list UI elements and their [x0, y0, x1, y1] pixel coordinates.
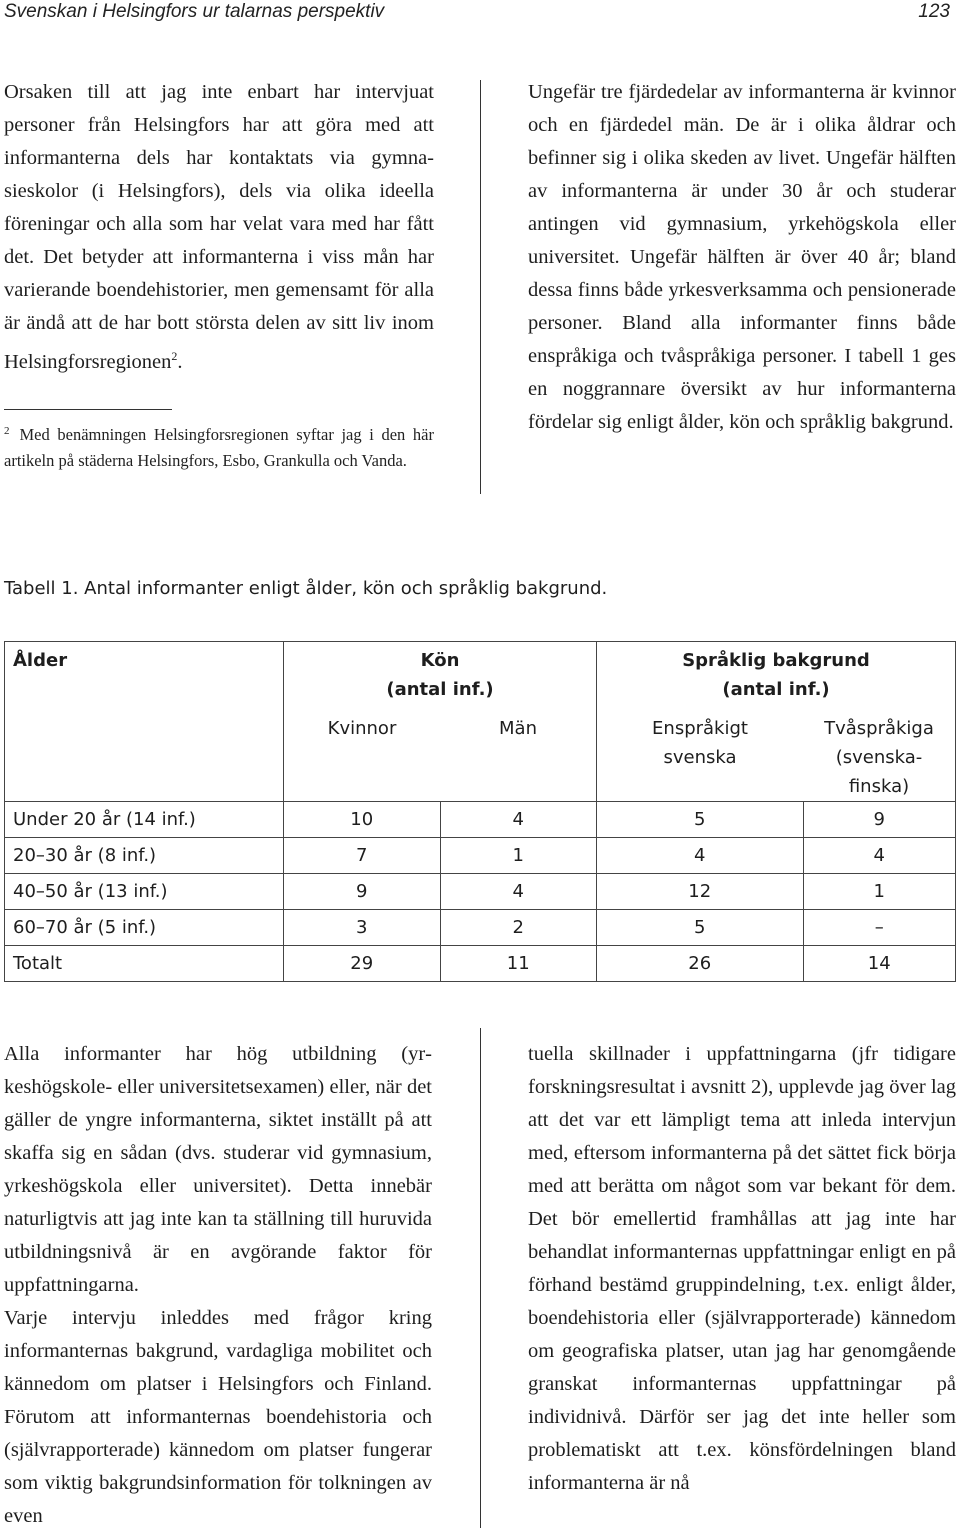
- header-age: Ålder: [5, 642, 284, 713]
- cell-women: 29: [284, 946, 441, 982]
- running-head-title: Svenskan i Helsingfors ur talarnas perspektiv: [4, 1, 385, 22]
- header-women: Kvinnor: [284, 712, 441, 802]
- cell-age: 40–50 år (13 inf.): [5, 874, 284, 910]
- header-gender-label: Kön: [420, 650, 460, 671]
- cell-age: Under 20 år (14 inf.): [5, 802, 284, 838]
- header-language-unit: (antal inf.): [722, 679, 830, 700]
- header-gender: [284, 642, 597, 713]
- cell-men: 1: [440, 838, 597, 874]
- top-left-column: [4, 76, 434, 379]
- cell-bilingual: 9: [803, 802, 956, 838]
- paragraph-end: .: [177, 351, 183, 373]
- table-header-row: [5, 642, 956, 713]
- table-caption: Tabell 1. Antal informanter enligt ålder, kön och språklig bakgrund.: [4, 578, 608, 599]
- header-language: [597, 642, 956, 713]
- footnote-rule: [4, 409, 172, 410]
- bottom-right-column: [528, 1038, 956, 1500]
- header-bilingual: Tvåspråkiga (svenska-finska): [803, 712, 956, 802]
- cell-women: 9: [284, 874, 441, 910]
- cell-monolingual: 5: [597, 910, 804, 946]
- column-divider: [480, 1028, 481, 1528]
- paragraph: Varje intervju inleddes med frågor kring informanternas bakgrund, vardagliga mobilitet och kännedom om platser i Helsingfors och Finland. Förutom att informanternas boendehistoria och (självrapporterade) kännedom om platser fungerar som viktig bakgrundsinformation för tolkningen av even: [4, 1307, 432, 1527]
- cell-women: 10: [284, 802, 441, 838]
- paragraph-text: Orsaken till att jag inte enbart har intervjuat personer från Helsingfors har att göra med att informanterna dels har kontaktats via gymnasieskolor (i Helsingfors), dels via olika ideella föreningar och alla som har velat vara med har fått det. Det betyder att informanterna i viss mån har varierande boendehistorier, men gemensamt för alla är ändå att de har bott största delen av sitt liv inom Helsingforsregionen: [4, 81, 434, 373]
- column-divider: [480, 80, 481, 494]
- table-row: [5, 838, 956, 874]
- informant-table: [4, 641, 956, 982]
- cell-age: Totalt: [5, 946, 284, 982]
- cell-monolingual: 12: [597, 874, 804, 910]
- bottom-left-column: [4, 1038, 432, 1533]
- paragraph: Alla informanter har hög utbildning (yrkeshögskole- eller universitetsexamen) eller, när det gäller de yngre informanterna, siktet inställt på att skaffa sig en sådan (dvs. studerar vid gymnasium, yrkeshögskola eller universitet). Detta innebär naturligtvis att jag inte kan ta ställning till huruvida utbildningsnivå är en avgörande faktor för uppfattningarna.: [4, 1043, 432, 1296]
- paragraph: tuella skillnader i uppfattningarna (jfr tidigare forskningsresultat i avsnitt 2), upplevde jag över lag att det var ett lämpligt tema att inleda intervjun med, eftersom informanterna på det sättet fick börja med att berätta om något som var bekant för dem. Det bör emellertid framhållas att jag inte har behandlat informanternas uppfattningar enligt en på förhand bestämd gruppindelning, t.ex. enligt ålder, boendehistoria eller (självrapporterade) kännedom om geografiska platser, utan jag har genomgående granskat informanternas uppfattningar på individnivå. Därför ser jag det inte heller som problematiskt att t.ex. könsfördelningen bland informanterna är nå: [528, 1043, 956, 1494]
- footnote-reference[interactable]: 2: [171, 349, 178, 363]
- cell-women: 7: [284, 838, 441, 874]
- cell-bilingual: 4: [803, 838, 956, 874]
- top-right-column: [528, 76, 956, 439]
- header-monolingual: Enspråkigt svenska: [597, 712, 804, 802]
- cell-monolingual: 4: [597, 838, 804, 874]
- paragraph: Ungefär tre fjärdedelar av informanterna är kvinnor och en fjärdedel män. De är i olika åldrar och befinner sig i olika skeden av livet. Ungefär hälften av informanterna är under 30 år och studerar antingen vid gymnasium, yrkehögskola eller universitet. Ungefär hälften är över 40 år; bland dessa finns både yrkesverksamma och pensionerade personer. Bland alla informanter finns både enspråkiga och tvåspråkiga personer. I tabell 1 ges en noggrannare översikt av hur informanterna fördelar sig enligt ålder, kön och språklig bakgrund.: [528, 81, 956, 433]
- cell-age: 60–70 år (5 inf.): [5, 910, 284, 946]
- header-men: Män: [440, 712, 597, 802]
- header-gender-unit: (antal inf.): [386, 679, 494, 700]
- footnote: [4, 418, 434, 474]
- cell-men: 11: [440, 946, 597, 982]
- cell-men: 4: [440, 802, 597, 838]
- footnote-text: Med benämningen Helsingforsregionen syftar jag i den här artikeln på städerna Helsingfors, Esbo, Grankulla och Vanda.: [4, 425, 434, 470]
- table-row-total: [5, 946, 956, 982]
- cell-women: 3: [284, 910, 441, 946]
- table-subheader-row: [5, 712, 956, 802]
- cell-age: 20–30 år (8 inf.): [5, 838, 284, 874]
- table-row: [5, 910, 956, 946]
- cell-bilingual: 1: [803, 874, 956, 910]
- cell-men: 2: [440, 910, 597, 946]
- cell-men: 4: [440, 874, 597, 910]
- cell-bilingual: –: [803, 910, 956, 946]
- cell-bilingual: 14: [803, 946, 956, 982]
- cell-monolingual: 5: [597, 802, 804, 838]
- running-head: [4, 0, 950, 28]
- page-number: 123: [918, 1, 950, 22]
- footnote-number: 2: [4, 425, 10, 437]
- table-row: [5, 874, 956, 910]
- table-row: [5, 802, 956, 838]
- header-age-empty: [5, 712, 284, 802]
- paragraph: [4, 76, 434, 379]
- header-language-label: Språklig bakgrund: [682, 650, 870, 671]
- cell-monolingual: 26: [597, 946, 804, 982]
